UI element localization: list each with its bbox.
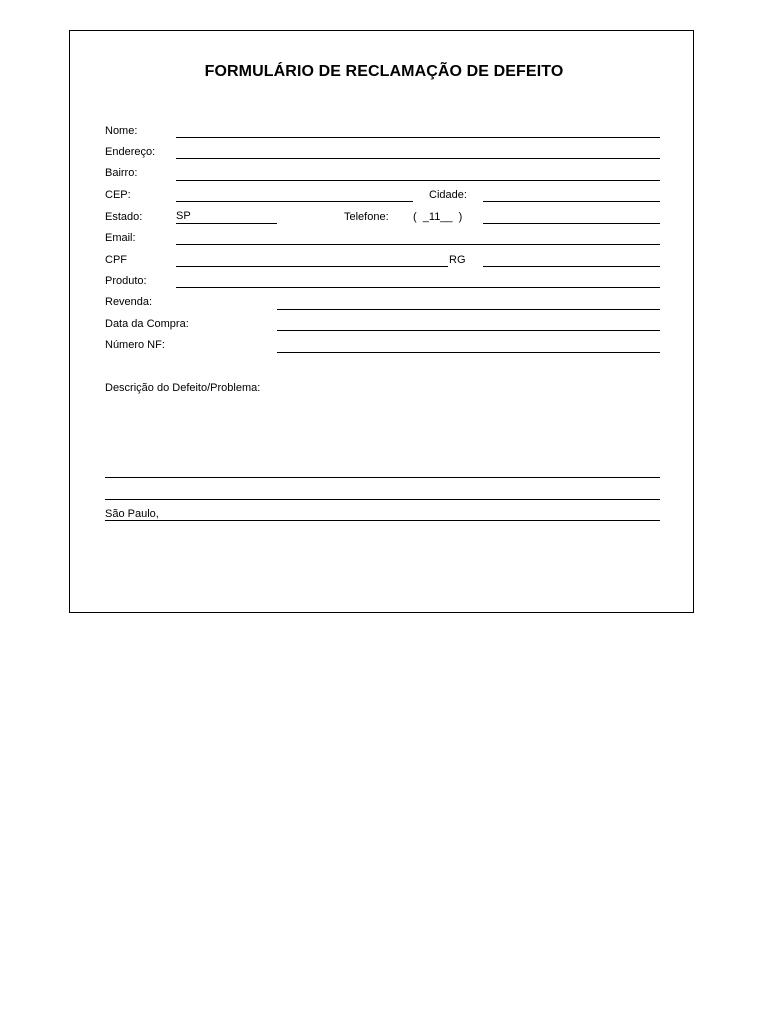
cep-label: CEP: <box>105 189 131 201</box>
cpf-field[interactable] <box>176 266 448 267</box>
telefone-field[interactable] <box>483 223 660 224</box>
cep-field[interactable] <box>176 201 413 202</box>
nome-label: Nome: <box>105 125 138 137</box>
descricao-line-1[interactable] <box>105 477 660 478</box>
form-title: FORMULÁRIO DE RECLAMAÇÃO DE DEFEITO <box>204 63 564 80</box>
email-label: Email: <box>105 232 136 244</box>
produto-label: Produto: <box>105 275 147 287</box>
endereco-field[interactable] <box>176 158 660 159</box>
data-compra-field[interactable] <box>277 330 660 331</box>
telefone-label: Telefone: <box>344 211 389 223</box>
endereco-label: Endereço: <box>105 146 156 158</box>
data-compra-label: Data da Compra: <box>105 318 189 330</box>
numero-nf-field[interactable] <box>277 352 660 353</box>
numero-nf-label: Número NF: <box>105 339 165 351</box>
rg-label: RG <box>449 254 466 266</box>
produto-field[interactable] <box>176 287 660 288</box>
cidade-field[interactable] <box>483 201 660 202</box>
cpf-label: CPF <box>105 254 127 266</box>
descricao-line-2[interactable] <box>105 499 660 500</box>
bairro-label: Bairro: <box>105 167 138 179</box>
descricao-label: Descrição do Defeito/Problema: <box>105 382 261 394</box>
nome-field[interactable] <box>176 137 660 138</box>
telefone-area-code: ( _11__ ) <box>413 211 463 223</box>
revenda-label: Revenda: <box>105 296 153 308</box>
local-label: São Paulo, <box>105 508 159 520</box>
local-date-line[interactable] <box>105 520 660 521</box>
cidade-label: Cidade: <box>429 189 467 201</box>
estado-field[interactable] <box>176 223 277 224</box>
bairro-field[interactable] <box>176 180 660 181</box>
estado-label: Estado: <box>105 211 143 223</box>
estado-value: SP <box>176 210 191 222</box>
rg-field[interactable] <box>483 266 660 267</box>
revenda-field[interactable] <box>277 309 660 310</box>
email-field[interactable] <box>176 244 660 245</box>
